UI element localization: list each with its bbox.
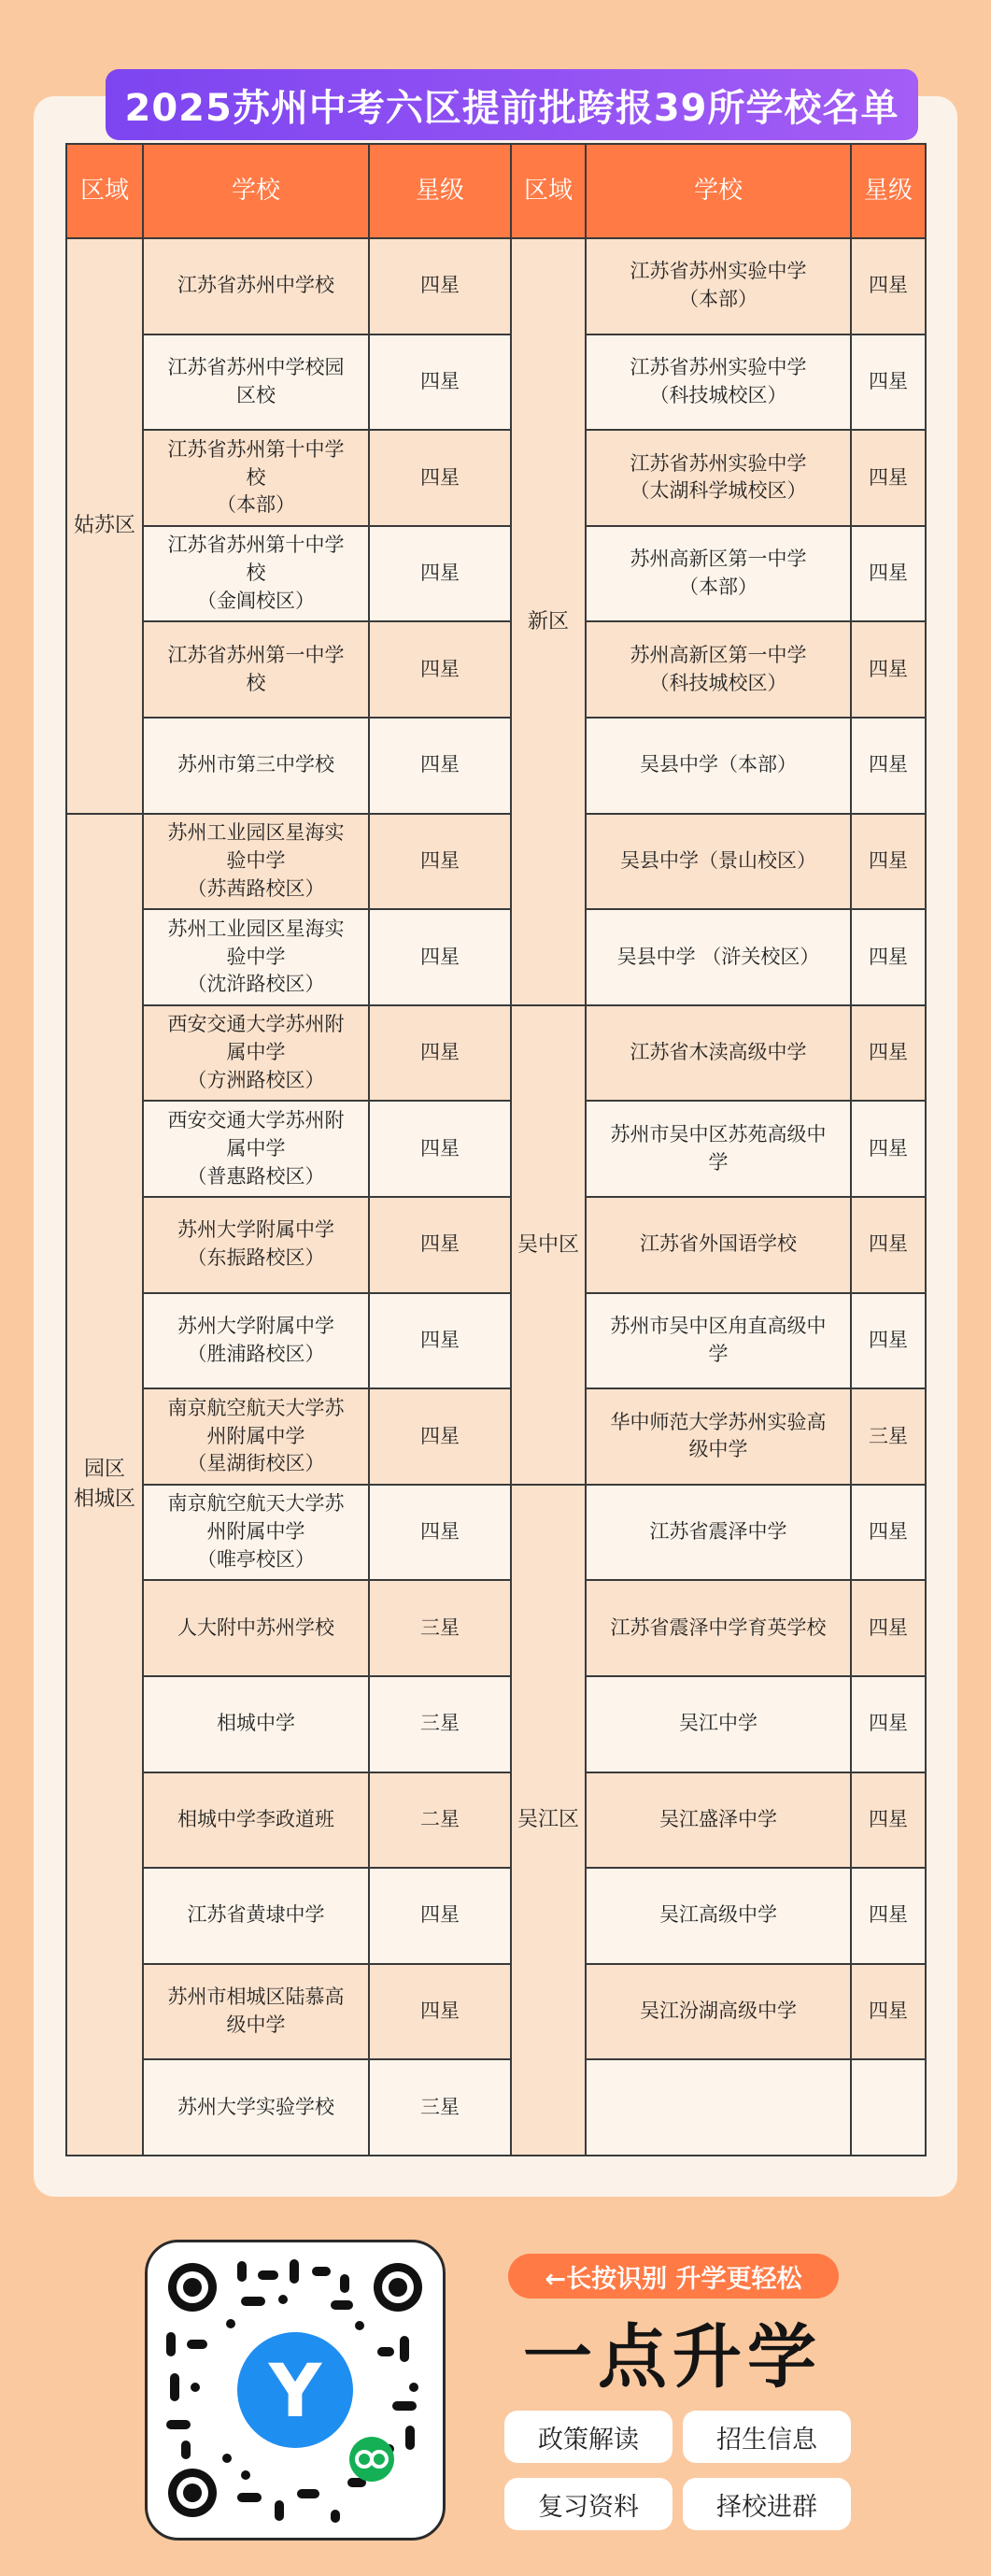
stars-cell: 三星	[852, 1389, 927, 1486]
school-cell: 江苏省震泽中学育英学校	[587, 1581, 852, 1677]
school-cell: 江苏省黄埭中学	[144, 1869, 370, 1965]
school-cell: 江苏省苏州中学校	[144, 239, 370, 335]
review-materials-button[interactable]: 复习资料	[504, 2478, 672, 2530]
school-cell: 苏州大学附属中学 （东振路校区）	[144, 1198, 370, 1294]
stars-cell: 四星	[852, 910, 927, 1006]
district-cell: 吴江区	[512, 1486, 587, 2156]
school-cell: 相城中学	[144, 1677, 370, 1773]
stars-cell: 四星	[370, 622, 512, 719]
empty-cell	[587, 2060, 852, 2156]
stars-cell: 四星	[370, 1965, 512, 2061]
stars-cell: 四星	[370, 1486, 512, 1582]
district-cell: 姑苏区	[67, 239, 144, 815]
header-district: 区域	[512, 145, 587, 239]
stars-cell: 四星	[370, 1102, 512, 1198]
school-cell: 江苏省苏州中学校园 区校	[144, 335, 370, 432]
stars-cell: 四星	[852, 815, 927, 911]
logo-letter: Y	[268, 2350, 322, 2434]
stars-cell: 四星	[852, 1869, 927, 1965]
school-cell: 南京航空航天大学苏 州附属中学 （星湖街校区）	[144, 1389, 370, 1486]
stars-cell: 四星	[370, 1869, 512, 1965]
stars-cell: 四星	[852, 1677, 927, 1773]
stars-cell: 三星	[370, 1581, 512, 1677]
stars-cell: 四星	[852, 1486, 927, 1582]
admission-info-button[interactable]: 招生信息	[683, 2411, 851, 2463]
school-cell: 江苏省苏州实验中学 （太湖科学城校区）	[587, 431, 852, 527]
school-cell: 江苏省苏州第十中学 校 （本部）	[144, 431, 370, 527]
stars-cell: 四星	[370, 527, 512, 623]
stars-cell: 四星	[370, 719, 512, 815]
school-cell: 吴江盛泽中学	[587, 1773, 852, 1870]
school-table	[65, 143, 927, 2156]
brand-name: 一点升学	[523, 2317, 822, 2398]
school-cell: 江苏省苏州实验中学 （科技城校区）	[587, 335, 852, 432]
school-cell: 江苏省外国语学校	[587, 1198, 852, 1294]
school-cell: 苏州市吴中区苏苑高级中 学	[587, 1102, 852, 1198]
school-cell: 江苏省苏州实验中学 （本部）	[587, 239, 852, 335]
stars-cell: 三星	[370, 2060, 512, 2156]
school-cell: 江苏省木渎高级中学	[587, 1006, 852, 1103]
stars-cell: 四星	[370, 1198, 512, 1294]
school-cell: 江苏省苏州第一中学 校	[144, 622, 370, 719]
stars-cell: 四星	[852, 719, 927, 815]
school-cell: 相城中学李政道班	[144, 1773, 370, 1870]
stars-cell: 四星	[852, 1102, 927, 1198]
stars-cell: 四星	[852, 431, 927, 527]
header-stars: 星级	[852, 145, 927, 239]
school-cell: 吴江中学	[587, 1677, 852, 1773]
stars-cell: 四星	[852, 1006, 927, 1103]
header-stars: 星级	[370, 145, 512, 239]
stars-cell: 四星	[370, 1389, 512, 1486]
stars-cell: 四星	[852, 622, 927, 719]
school-cell: 南京航空航天大学苏 州附属中学 （唯亭校区）	[144, 1486, 370, 1582]
school-cell: 江苏省震泽中学	[587, 1486, 852, 1582]
stars-cell: 四星	[370, 815, 512, 911]
school-cell: 苏州工业园区星海实 验中学 （沈浒路校区）	[144, 910, 370, 1006]
header-district: 区域	[67, 145, 144, 239]
school-cell: 西安交通大学苏州附 属中学 （普惠路校区）	[144, 1102, 370, 1198]
school-cell: 江苏省苏州第十中学 校 （金阊校区）	[144, 527, 370, 623]
school-cell: 苏州市相城区陆慕高 级中学	[144, 1965, 370, 2061]
school-cell: 吴县中学（景山校区）	[587, 815, 852, 911]
school-cell: 西安交通大学苏州附 属中学 （方洲路校区）	[144, 1006, 370, 1103]
stars-cell: 四星	[370, 431, 512, 527]
school-cell: 苏州高新区第一中学 （本部）	[587, 527, 852, 623]
school-cell: 吴县中学 （浒关校区）	[587, 910, 852, 1006]
stars-cell: 四星	[852, 239, 927, 335]
stars-cell: 四星	[852, 1965, 927, 2061]
stars-cell: 四星	[852, 335, 927, 432]
stars-cell: 四星	[852, 1581, 927, 1677]
school-cell: 苏州大学实验学校	[144, 2060, 370, 2156]
stars-cell: 三星	[370, 1677, 512, 1773]
school-cell: 华中师范大学苏州实验高 级中学	[587, 1389, 852, 1486]
stars-cell: 二星	[370, 1773, 512, 1870]
long-press-hint: ←长按识别 升学更轻松	[508, 2254, 839, 2298]
stars-cell: 四星	[852, 1773, 927, 1870]
stars-cell: 四星	[852, 527, 927, 623]
district-cell: 园区 相城区	[67, 815, 144, 2156]
stars-cell: 四星	[370, 1006, 512, 1103]
school-cell: 吴江高级中学	[587, 1869, 852, 1965]
stars-cell: 四星	[370, 910, 512, 1006]
stars-cell: 四星	[370, 1294, 512, 1390]
qr-pattern-icon	[148, 2242, 443, 2538]
stars-cell: 四星	[370, 335, 512, 432]
mini-program-qr-code[interactable]	[145, 2240, 446, 2540]
empty-cell	[852, 2060, 927, 2156]
header-school: 学校	[587, 145, 852, 239]
school-cell: 吴江汾湖高级中学	[587, 1965, 852, 2061]
header-school: 学校	[144, 145, 370, 239]
school-cell: 人大附中苏州学校	[144, 1581, 370, 1677]
page-title: 2025苏州中考六区提前批跨报39所学校名单	[106, 69, 918, 140]
district-cell: 吴中区	[512, 1006, 587, 1486]
stars-cell: 四星	[852, 1198, 927, 1294]
school-cell: 苏州市吴中区甪直高级中 学	[587, 1294, 852, 1390]
stars-cell: 四星	[370, 239, 512, 335]
school-cell: 苏州高新区第一中学 （科技城校区）	[587, 622, 852, 719]
school-cell: 苏州大学附属中学 （胜浦路校区）	[144, 1294, 370, 1390]
policy-button[interactable]: 政策解读	[504, 2411, 672, 2463]
district-cell: 新区	[512, 239, 587, 1006]
stars-cell: 四星	[852, 1294, 927, 1390]
school-cell: 苏州市第三中学校	[144, 719, 370, 815]
school-cell: 吴县中学（本部）	[587, 719, 852, 815]
school-cell: 苏州工业园区星海实 验中学 （苏茜路校区）	[144, 815, 370, 911]
join-group-button[interactable]: 择校进群	[683, 2478, 851, 2530]
